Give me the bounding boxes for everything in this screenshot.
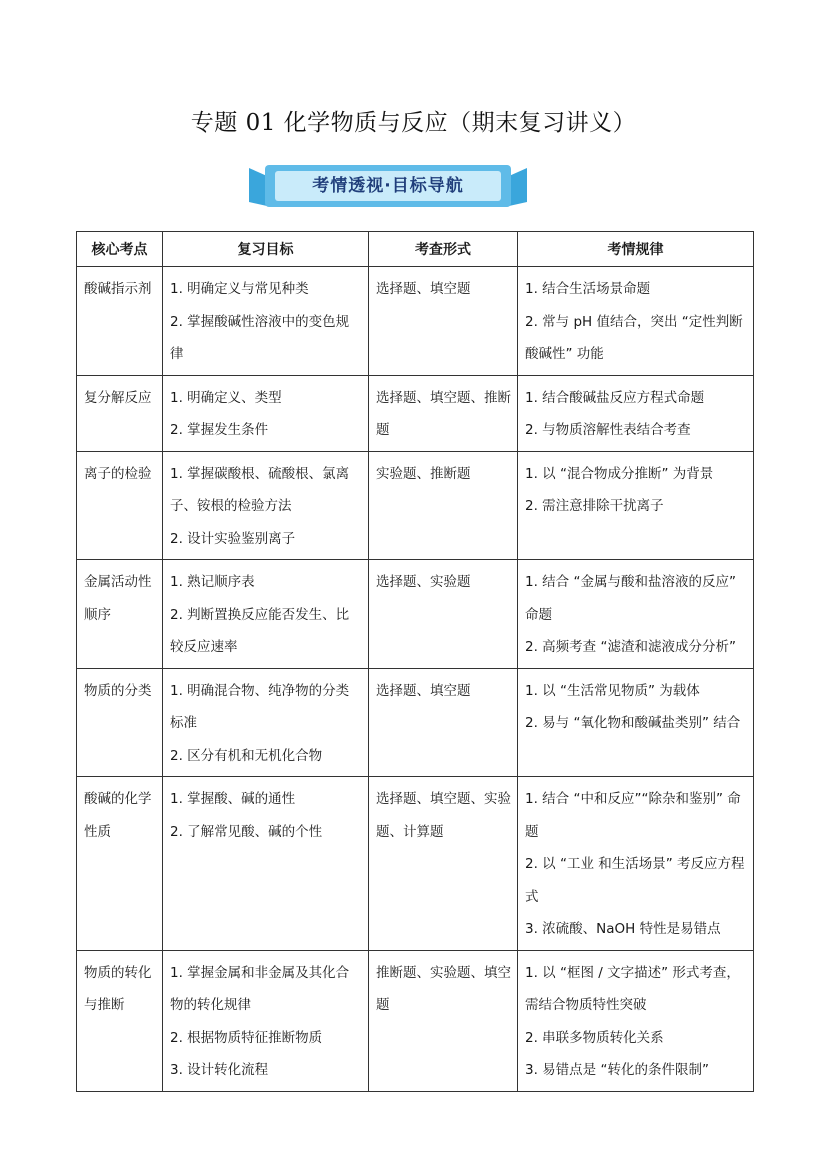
rule-item: 1. 结合生活场景命题 [525, 281, 651, 297]
goal-item: 2. 了解常见酸、碱的个性 [170, 823, 323, 840]
goal-item: 2. 区分有机和无机化合物 [170, 747, 323, 764]
rule-item: 1. 以 “生活常见物质” 为载体 [525, 682, 700, 699]
rules-cell [518, 560, 754, 669]
rule-item: 1. 结合酸碱盐反应方程式命题 [525, 389, 705, 406]
goals-cell [163, 451, 369, 560]
page-title: 专题 01 化学物质与反应（期末复习讲义） [190, 110, 637, 136]
banner-label: 考情透视·目标导航 [312, 176, 464, 196]
table-header-row [77, 232, 754, 267]
goals-cell [163, 375, 369, 451]
goals-cell [163, 950, 369, 1091]
table-row [77, 451, 754, 560]
rule-item: 1. 结合 “金属与酸和盐溶液的反应” 命题 [525, 574, 736, 623]
topic-cell: 离子的检验 [77, 451, 163, 560]
rule-item: 2. 与物质溶解性表结合考查 [525, 422, 691, 438]
header-forms: 考查形式 [369, 232, 518, 267]
rules-cell [518, 777, 754, 951]
topic-cell: 物质的转化与推断 [77, 950, 163, 1091]
table-row [77, 560, 754, 669]
topic-cell: 金属活动性顺序 [77, 560, 163, 669]
rule-item: 3. 浓硫酸、NaOH 特性是易错点 [525, 921, 721, 937]
topic-cell: 酸碱指示剂 [77, 267, 163, 376]
goals-cell [163, 668, 369, 777]
goal-item: 1. 明确混合物、纯净物的分类标准 [170, 682, 350, 731]
goal-item: 1. 明确定义、类型 [170, 389, 282, 406]
section-banner [249, 162, 527, 210]
forms-cell: 推断题、实验题、填空题 [369, 950, 518, 1091]
forms-cell: 选择题、实验题 [369, 560, 518, 669]
goal-item: 1. 掌握金属和非金属及其化合物的转化规律 [170, 964, 350, 1013]
rule-item: 1. 以 “框图 / 文字描述” 形式考查，需结合物质特性突破 [525, 964, 740, 1013]
goals-cell [163, 560, 369, 669]
rule-item: 2. 串联多物质转化关系 [525, 1029, 664, 1046]
table-row [77, 375, 754, 451]
rules-cell [518, 267, 754, 376]
goal-item: 2. 根据物质特征推断物质 [170, 1029, 323, 1046]
goals-cell [163, 777, 369, 951]
goal-item: 1. 明确定义与常见种类 [170, 281, 309, 297]
rule-item: 3. 易错点是 “转化的条件限制” [525, 1062, 709, 1078]
table-row [77, 777, 754, 951]
forms-cell: 选择题、填空题 [369, 668, 518, 777]
goals-cell [163, 267, 369, 376]
table-row [77, 950, 754, 1091]
goal-item: 1. 熟记顺序表 [170, 574, 255, 590]
goal-item: 1. 掌握酸、碱的通性 [170, 791, 296, 807]
rules-cell [518, 668, 754, 777]
rule-item: 2. 易与 “氧化物和酸碱盐类别” 结合 [525, 715, 741, 731]
header-goals: 复习目标 [163, 232, 369, 267]
topic-cell: 复分解反应 [77, 375, 163, 451]
rule-item: 1. 以 “混合物成分推断” 为背景 [525, 465, 714, 482]
table-row [77, 668, 754, 777]
goal-item: 2. 判断置换反应能否发生、比较反应速率 [170, 606, 350, 655]
rule-item: 2. 以 “工业 和生活场景” 考反应方程式 [525, 856, 745, 905]
table-row [77, 267, 754, 376]
topic-cell: 酸碱的化学性质 [77, 777, 163, 951]
rule-item: 2. 高频考查 “滤渣和滤液成分分析” [525, 639, 736, 655]
rule-item: 2. 需注意排除干扰离子 [525, 498, 664, 514]
forms-cell: 选择题、填空题 [369, 267, 518, 376]
rule-item: 2. 常与 pH 值结合，突出 “定性判断酸碱性” 功能 [525, 313, 743, 362]
header-rules: 考情规律 [518, 232, 754, 267]
goal-item: 3. 设计转化流程 [170, 1062, 269, 1078]
rules-cell [518, 950, 754, 1091]
rules-cell [518, 451, 754, 560]
goal-item: 1. 掌握碳酸根、硫酸根、氯离子、铵根的检验方法 [170, 465, 350, 514]
goal-item: 2. 掌握发生条件 [170, 422, 269, 438]
forms-cell: 选择题、填空题、推断题 [369, 375, 518, 451]
topic-cell: 物质的分类 [77, 668, 163, 777]
rule-item: 1. 结合 “中和反应”“除杂和鉴别” 命题 [525, 791, 741, 840]
header-topic: 核心考点 [77, 232, 163, 267]
goal-item: 2. 设计实验鉴别离子 [170, 530, 296, 547]
rules-cell [518, 375, 754, 451]
review-table [76, 231, 754, 1092]
forms-cell: 实验题、推断题 [369, 451, 518, 560]
forms-cell: 选择题、填空题、实验题、计算题 [369, 777, 518, 951]
goal-item: 2. 掌握酸碱性溶液中的变色规律 [170, 313, 350, 362]
